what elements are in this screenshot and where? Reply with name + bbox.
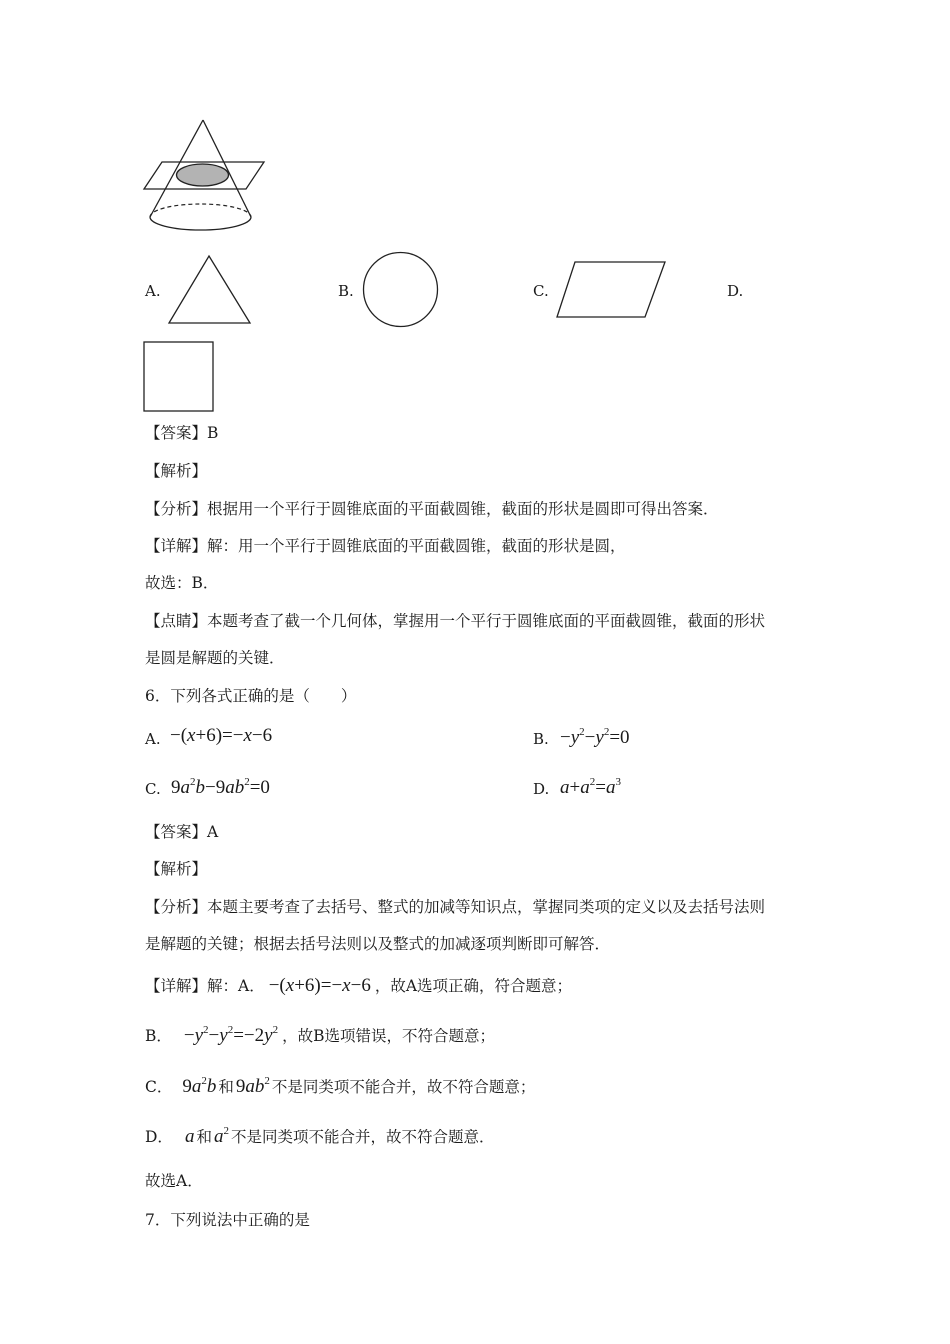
q6-line-d-term1: a bbox=[184, 1126, 195, 1147]
q6-option-a-formula: −(x+6)=−x−6 bbox=[170, 725, 273, 746]
q6-xiangjie-c bbox=[145, 1077, 535, 1097]
circle-shape bbox=[362, 251, 440, 329]
q6-option-c-formula: $9a^2b-9ab^2=0$ bbox=[171, 776, 270, 798]
q5-option-a-label: A. bbox=[145, 282, 161, 300]
q5-answer: 【答案】B bbox=[145, 424, 219, 442]
q6-line-d-mid: 和 bbox=[196, 1128, 212, 1146]
q6-option-d-label: D. bbox=[533, 780, 550, 798]
q6-option-d-formula: $a+a^2=a^3$ bbox=[560, 776, 621, 798]
q6-xiangjie-a-formula: −(x+6)=−x−6 bbox=[268, 975, 371, 996]
q5-conclusion: 故选：B． bbox=[145, 574, 219, 592]
q6-option-a-label: A. bbox=[145, 730, 161, 748]
q6-option-c-label: C. bbox=[145, 780, 161, 798]
q5-dianjing-line1: 【点睛】本题考查了截一个几何体，掌握用一个平行于圆锥底面的平面截圆锥，截面的形状 bbox=[145, 612, 766, 630]
q6-fenxi-line1: 【分析】本题主要考查了去括号、整式的加减等知识点，掌握同类项的定义以及去括号法则 bbox=[145, 898, 766, 916]
q6-line-c-prefix: C． bbox=[145, 1078, 173, 1096]
q5-fenxi: 【分析】根据用一个平行于圆锥底面的平面截圆锥，截面的形状是圆即可得出答案． bbox=[145, 500, 719, 518]
q5-option-b-label: B. bbox=[338, 282, 354, 300]
q6-xiangjie-d bbox=[145, 1127, 494, 1147]
q6-option-b-label: B. bbox=[533, 730, 549, 748]
cone-base-back bbox=[150, 204, 251, 217]
triangle-shape bbox=[168, 254, 252, 326]
q6-xiangjie-a-suffix: ，故A选项正确，符合题意； bbox=[374, 977, 573, 995]
q6-line-c-term1: $9a^2b$ bbox=[182, 1075, 217, 1097]
cross-section-ellipse bbox=[177, 164, 229, 186]
q6-line-d-suffix: 不是同类项不能合并，故不符合题意． bbox=[230, 1128, 495, 1146]
q6-line-d-prefix: D． bbox=[145, 1128, 173, 1146]
square-shape bbox=[143, 341, 215, 413]
q6-analysis-heading: 【解析】 bbox=[145, 860, 208, 878]
q6-conclusion: 故选A． bbox=[145, 1172, 203, 1190]
q6-xiangjie-prefix: 【详解】解：A． bbox=[145, 977, 265, 995]
q6-fenxi-line2: 是解题的关键；根据去括号法则以及整式的加减逐项判断即可解答． bbox=[145, 935, 611, 953]
q6-line-b-prefix: B． bbox=[145, 1027, 172, 1045]
q6-line-b-suffix: ，故B选项错误，不符合题意； bbox=[282, 1027, 495, 1045]
q6-line-c-mid: 和 bbox=[218, 1078, 234, 1096]
q5-dianjing-line2: 是圆是解题的关键． bbox=[145, 649, 285, 667]
parallelogram-shape bbox=[555, 260, 667, 320]
q6-answer: 【答案】A bbox=[145, 823, 219, 841]
q6-line-b-formula: $-y^2-y^2=-2y^2$ bbox=[183, 1024, 279, 1046]
q6-stem: 6．下列各式正确的是（ ） bbox=[145, 687, 357, 705]
q6-xiangjie-a bbox=[145, 976, 572, 996]
cone-base-front bbox=[150, 217, 251, 230]
q6-option-b-formula: $-y^2-y^2=0$ bbox=[560, 726, 630, 748]
q5-option-d-label: D. bbox=[727, 282, 744, 300]
q6-line-d-term2: $a^2$ bbox=[213, 1125, 229, 1147]
q5-xiangjie: 【详解】解：用一个平行于圆锥底面的平面截圆锥，截面的形状是圆， bbox=[145, 537, 626, 555]
q7-stem: 7．下列说法中正确的是 bbox=[145, 1211, 310, 1229]
q5-analysis-heading: 【解析】 bbox=[145, 462, 208, 480]
q6-line-c-suffix: 不是同类项不能合并，故不符合题意； bbox=[271, 1078, 536, 1096]
q6-xiangjie-b bbox=[145, 1026, 495, 1046]
q5-option-c-label: C. bbox=[533, 282, 549, 300]
q6-line-c-term2: $9ab^2$ bbox=[235, 1075, 270, 1097]
cone-cross-section-figure bbox=[140, 115, 270, 240]
